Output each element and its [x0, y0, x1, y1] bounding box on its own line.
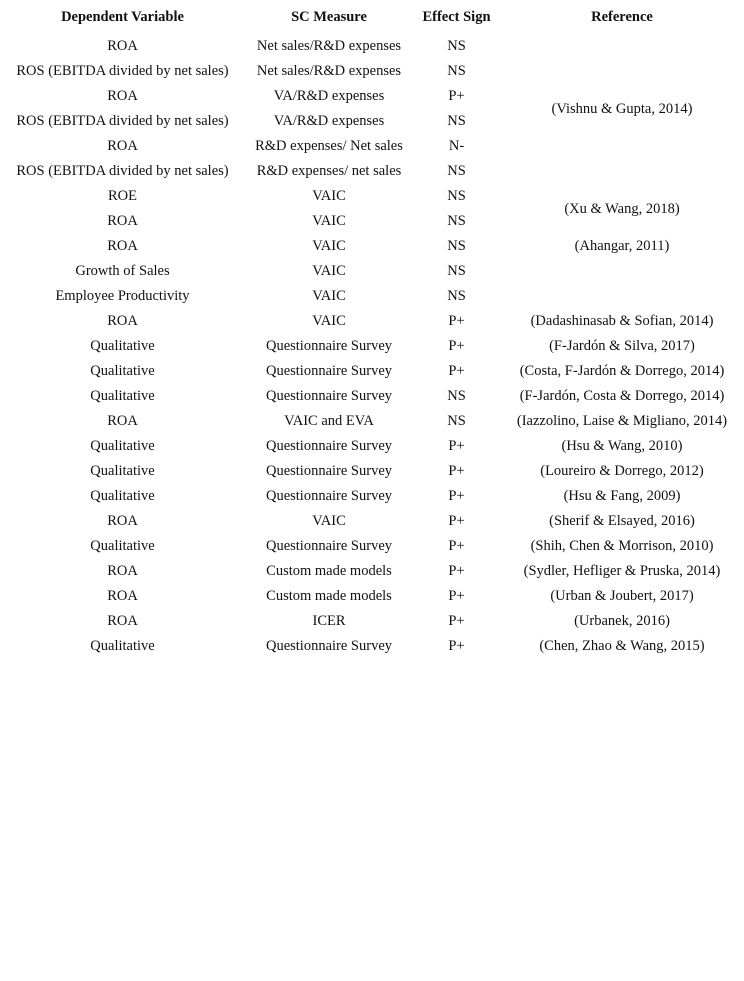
effect-sign-cell: NS	[447, 388, 466, 404]
effect-sign-cell: P+	[448, 363, 465, 379]
dependent-variable-cell: Qualitative	[90, 638, 155, 654]
effect-sign-cell: P+	[448, 438, 465, 454]
effect-sign-cell: NS	[447, 413, 466, 429]
dependent-variable-cell: Qualitative	[90, 338, 155, 354]
dependent-variable-cell: Qualitative	[90, 388, 155, 404]
table-row	[0, 609, 744, 634]
dependent-variable-cell: ROA	[107, 38, 138, 54]
header-row	[0, 0, 744, 34]
dependent-variable-cell: ROA	[107, 563, 138, 579]
table-row	[0, 359, 744, 384]
dependent-variable-cell: ROS (EBITDA divided by net sales)	[16, 113, 229, 129]
header-dependent-variable: Dependent Variable	[61, 8, 184, 25]
dependent-variable-cell: Qualitative	[90, 463, 155, 479]
sc-measure-cell: VA/R&D expenses	[273, 88, 385, 104]
dependent-variable-cell: ROA	[107, 213, 138, 229]
dependent-variable-cell: ROA	[107, 88, 138, 104]
reference-cell: (Sydler, Hefliger & Pruska, 2014)	[523, 563, 721, 579]
sc-measure-cell: Questionnaire Survey	[265, 338, 393, 354]
table-row	[0, 559, 744, 584]
dependent-variable-cell: ROA	[107, 513, 138, 529]
header-sc-measure: SC Measure	[291, 8, 367, 25]
dependent-variable-cell: Qualitative	[90, 538, 155, 554]
reference-cell: (Hsu & Wang, 2010)	[561, 438, 683, 454]
sc-measure-cell: VAIC	[312, 238, 346, 254]
effect-sign-cell: P+	[448, 513, 465, 529]
effect-sign-cell: P+	[448, 588, 465, 604]
effect-sign-cell: P+	[448, 638, 465, 654]
reference-cell: (Xu & Wang, 2018)	[564, 200, 680, 217]
reference-cell: (Chen, Zhao & Wang, 2015)	[539, 638, 705, 654]
sc-measure-cell: Custom made models	[266, 588, 392, 604]
effect-sign-cell: P+	[448, 88, 465, 104]
reference-cell: (Hsu & Fang, 2009)	[563, 488, 681, 504]
reference-cell: (Sherif & Elsayed, 2016)	[549, 513, 695, 529]
dependent-variable-cell: ROE	[108, 188, 137, 204]
effect-sign-cell: NS	[447, 188, 466, 204]
table-row	[0, 284, 744, 309]
sc-measure-cell: VAIC	[312, 288, 346, 304]
effect-sign-cell: NS	[447, 113, 466, 129]
table-row	[0, 259, 744, 284]
dependent-variable-cell: ROA	[107, 588, 138, 604]
sc-measure-cell: VAIC and EVA	[284, 413, 374, 429]
effect-sign-cell: NS	[447, 213, 466, 229]
reference-cell: (Costa, F-Jardón & Dorrego, 2014)	[519, 363, 725, 379]
reference-cell: (Dadashinasab & Sofian, 2014)	[530, 313, 714, 329]
dependent-variable-cell: Qualitative	[90, 488, 155, 504]
reference-cell: (Shih, Chen & Morrison, 2010)	[530, 538, 714, 554]
table-header	[0, 0, 744, 34]
table-row	[0, 409, 744, 434]
sc-measure-cell: ICER	[312, 613, 346, 629]
reference-cell	[500, 259, 744, 284]
sc-measure-cell: R&D expenses/ Net sales	[255, 138, 403, 154]
reference-cell: (Vishnu & Gupta, 2014)	[551, 100, 693, 117]
effect-sign-cell: NS	[447, 163, 466, 179]
dependent-variable-cell: ROA	[107, 238, 138, 254]
sc-measure-cell: Questionnaire Survey	[265, 438, 393, 454]
dependent-variable-cell: ROA	[107, 413, 138, 429]
sc-measure-cell: Questionnaire Survey	[265, 463, 393, 479]
sc-measure-cell: Net sales/R&D expenses	[256, 38, 402, 54]
effect-sign-cell: P+	[448, 338, 465, 354]
reference-cell: (Loureiro & Dorrego, 2012)	[540, 463, 704, 479]
sc-measure-cell: Custom made models	[266, 563, 392, 579]
sc-measure-cell: VAIC	[312, 188, 346, 204]
dependent-variable-cell: Qualitative	[90, 438, 155, 454]
table-row	[0, 534, 744, 559]
dependent-variable-cell: ROS (EBITDA divided by net sales)	[16, 63, 229, 79]
sc-measure-cell: R&D expenses/ net sales	[256, 163, 402, 179]
header-effect-sign: Effect Sign	[422, 8, 491, 25]
table-row	[0, 584, 744, 609]
reference-cell: (Urban & Joubert, 2017)	[550, 588, 694, 604]
reference-cell: (Urbanek, 2016)	[574, 613, 670, 629]
sc-measure-cell: Net sales/R&D expenses	[256, 63, 402, 79]
table-row	[0, 184, 744, 209]
sc-measure-cell: VAIC	[312, 313, 346, 329]
header-reference: Reference	[591, 8, 653, 25]
dependent-variable-cell: ROA	[107, 613, 138, 629]
reference-cell: (Iazzolino, Laise & Migliano, 2014)	[516, 413, 728, 429]
sc-measure-cell: Questionnaire Survey	[265, 638, 393, 654]
sc-measure-cell: Questionnaire Survey	[265, 488, 393, 504]
effect-sign-cell: NS	[447, 263, 466, 279]
effect-sign-cell: P+	[448, 538, 465, 554]
table-row	[0, 384, 744, 409]
effect-sign-cell: NS	[447, 38, 466, 54]
dependent-variable-cell: ROA	[107, 138, 138, 154]
sc-measure-cell: Questionnaire Survey	[265, 363, 393, 379]
dependent-variable-cell: ROA	[107, 313, 138, 329]
sc-measure-cell: Questionnaire Survey	[265, 388, 393, 404]
reference-cell	[500, 284, 744, 309]
table-row	[0, 334, 744, 359]
effect-sign-cell: P+	[448, 463, 465, 479]
sc-measure-cell: VAIC	[312, 263, 346, 279]
effect-sign-cell: N-	[448, 138, 465, 154]
table-row	[0, 509, 744, 534]
table-row	[0, 34, 744, 59]
reference-cell: (F-Jardón, Costa & Dorrego, 2014)	[519, 388, 725, 404]
effect-sign-cell: NS	[447, 63, 466, 79]
effect-sign-cell: P+	[448, 613, 465, 629]
sc-measure-cell: VAIC	[312, 213, 346, 229]
dependent-variable-cell: Growth of Sales	[75, 263, 170, 279]
effect-sign-cell: NS	[447, 238, 466, 254]
dependent-variable-cell: ROS (EBITDA divided by net sales)	[16, 163, 229, 179]
table-row	[0, 309, 744, 334]
table-row	[0, 434, 744, 459]
effect-sign-cell: NS	[447, 288, 466, 304]
table-body	[0, 34, 744, 659]
effect-sign-cell: P+	[448, 563, 465, 579]
reference-cell: (Ahangar, 2011)	[574, 238, 670, 254]
sc-measure-cell: Questionnaire Survey	[265, 538, 393, 554]
table-row	[0, 634, 744, 659]
table-row	[0, 484, 744, 509]
effect-sign-cell: P+	[448, 313, 465, 329]
sc-measure-cell: VAIC	[312, 513, 346, 529]
table-row	[0, 459, 744, 484]
reference-cell: (F-Jardón & Silva, 2017)	[549, 338, 695, 354]
dependent-variable-cell: Employee Productivity	[55, 288, 190, 304]
table-row	[0, 234, 744, 259]
effect-sign-cell: P+	[448, 488, 465, 504]
dependent-variable-cell: Qualitative	[90, 363, 155, 379]
sc-measure-cell: VA/R&D expenses	[273, 113, 385, 129]
